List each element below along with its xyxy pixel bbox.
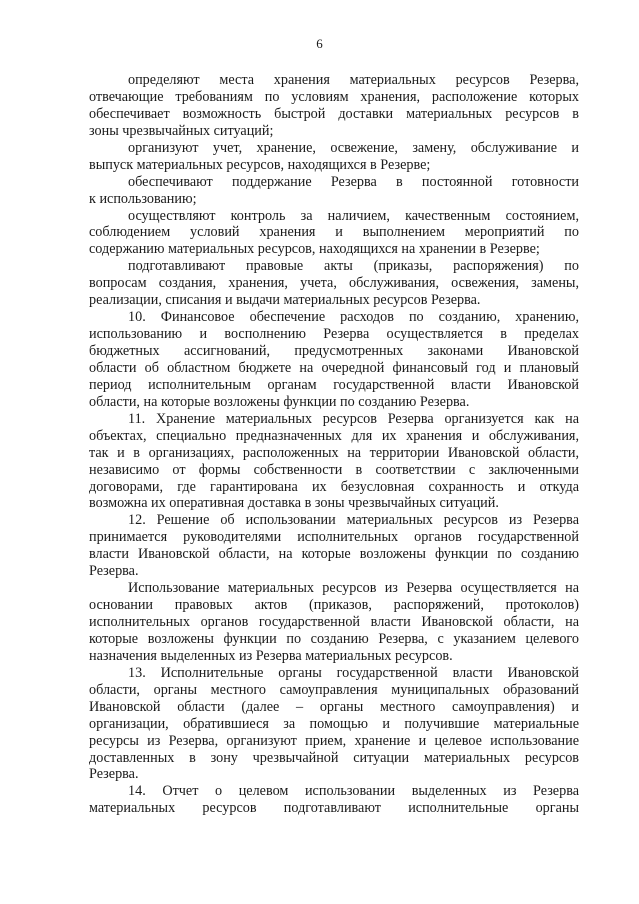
text-line: использованию и восполнению Резерва осуществляется в пределах	[89, 326, 579, 343]
text-line: области, органы местного самоуправления муниципальных образований	[89, 681, 579, 698]
text-line: зоны чрезвычайных ситуаций;	[89, 122, 274, 139]
text-line: материальных ресурсов подготавливают исполнительные органы	[89, 800, 579, 817]
text-line: которые возложены функции по созданию Резерва, с указанием целевого	[89, 630, 579, 647]
paragraph	[89, 208, 579, 259]
text-line: Резерва.	[89, 563, 139, 580]
text-line: содержанию материальных ресурсов, находящихся на хранении в Резерве;	[89, 241, 540, 258]
paragraph	[89, 140, 579, 174]
paragraph	[89, 580, 579, 665]
text-line: 11. Хранение материальных ресурсов Резерва организуется как на	[128, 410, 579, 427]
text-line: доставленных в зону чрезвычайной ситуации материальных ресурсов	[89, 749, 579, 766]
text-line: области, на которые возложены функции по созданию Резерва.	[89, 393, 470, 410]
text-line: Использование материальных ресурсов из Резерва осуществляется на	[128, 580, 579, 597]
text-line: ресурсы из Резерва, организуют прием, хранение и целевое использование	[89, 732, 579, 749]
text-line: организуют учет, хранение, освежение, замену, обслуживание и	[128, 139, 579, 156]
text-line: так и в организациях, расположенных на территории Ивановской области,	[89, 444, 579, 461]
text-line: осуществляют контроль за наличием, качественным состоянием,	[128, 207, 579, 224]
text-line: обеспечивает возможность быстрой доставки материальных ресурсов в	[89, 105, 579, 122]
paragraph	[89, 665, 579, 784]
text-line: области об областном бюджете на очередной финансовый год и плановый	[89, 359, 579, 376]
text-line: договорами, где гарантирована их безусловная сохранность и откуда	[89, 478, 579, 495]
text-line: назначения выделенных из Резерва материальных ресурсов.	[89, 647, 453, 664]
paragraph	[89, 258, 579, 309]
text-line: независимо от формы собственности в соответствии с заключенными	[89, 461, 579, 478]
text-line: основании правовых актов (приказов, распоряжений, протоколов)	[89, 597, 579, 614]
text-line: вопросам создания, хранения, учета, обслуживания, освежения, замены,	[89, 275, 579, 292]
text-line: определяют места хранения материальных ресурсов Резерва,	[128, 72, 579, 88]
paragraph	[89, 512, 579, 580]
text-line: 14. Отчет о целевом использовании выделенных из Резерва	[128, 783, 579, 800]
text-line: принимается руководителями исполнительных органов государственной	[89, 529, 579, 546]
text-line: Резерва.	[89, 766, 139, 783]
page-number: 6	[316, 36, 323, 51]
text-line: объектах, специально предназначенных для их хранения и обслуживания,	[89, 427, 579, 444]
text-line: соблюдением условий хранения и выполнением мероприятий по	[89, 224, 579, 241]
text-line: выпуск материальных ресурсов, находящихся в Резерве;	[89, 156, 431, 173]
text-line: Ивановской области (далее – органы местного самоуправления) и	[89, 698, 579, 715]
text-line: возможна их оперативная доставка в зоны чрезвычайных ситуаций.	[89, 495, 499, 512]
paragraph	[89, 174, 579, 208]
text-line: организации, обратившиеся за помощью и получившие материальные	[89, 715, 579, 732]
text-line: период исполнительным органам государственной власти Ивановской	[89, 376, 579, 393]
document-text	[89, 72, 579, 817]
text-line: подготавливают правовые акты (приказы, распоряжения) по	[128, 258, 579, 275]
text-line: реализации, списания и выдачи материальных ресурсов Резерва.	[89, 292, 481, 309]
paragraph	[89, 783, 579, 817]
text-line: бюджетных ассигнований, предусмотренных законами Ивановской	[89, 343, 579, 359]
text-line: отвечающие требованиям по условиям хранения, расположение которых	[89, 88, 579, 105]
text-line: 12. Решение об использовании материальных ресурсов из Резерва	[128, 512, 579, 529]
text-line: 10. Финансовое обеспечение расходов по созданию, хранению,	[128, 309, 579, 326]
text-line: 13. Исполнительные органы государственной власти Ивановской	[128, 664, 579, 681]
text-line: к использованию;	[89, 190, 197, 207]
text-line: власти Ивановской области, на которые возложены функции по созданию	[89, 546, 579, 563]
paragraph	[89, 309, 579, 411]
paragraph	[89, 72, 579, 140]
paragraph	[89, 411, 579, 513]
text-line: исполнительных органов государственной власти Ивановской области, на	[89, 614, 579, 630]
text-line: обеспечивают поддержание Резерва в постоянной готовности	[128, 173, 579, 190]
